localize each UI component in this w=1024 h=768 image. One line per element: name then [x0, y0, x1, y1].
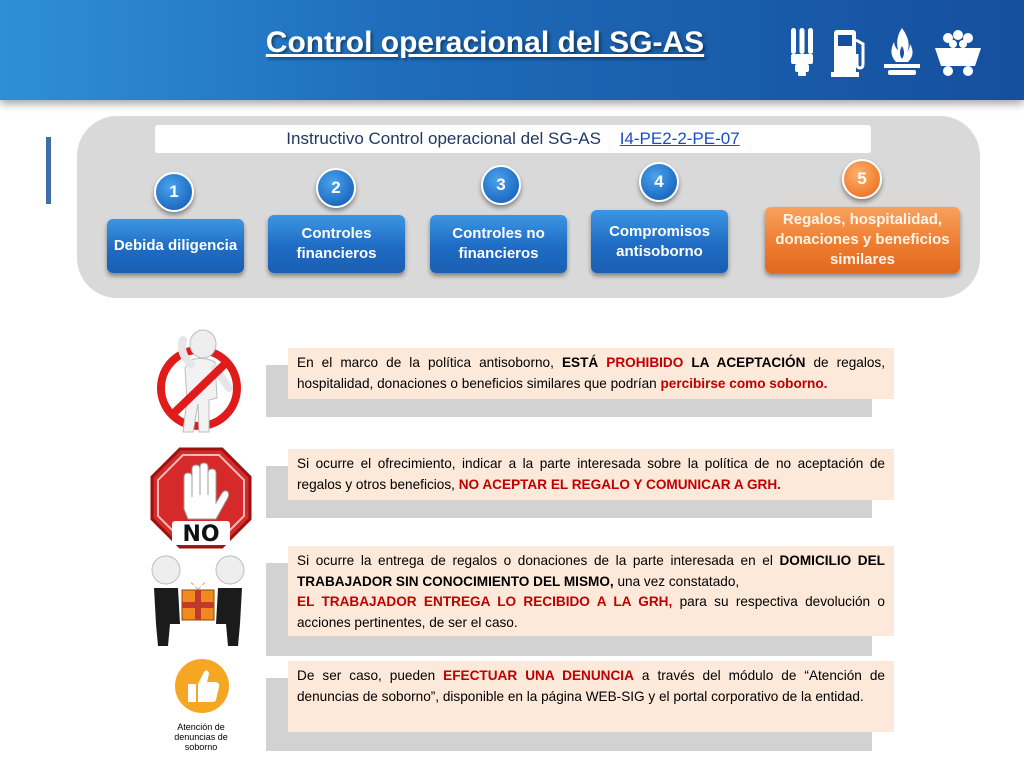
step-regalos-hospitalidad[interactable]: Regalos, hospitalidad, donaciones y beneficios similares [765, 207, 960, 273]
step-controles-financieros[interactable]: Controles financieros [268, 215, 405, 273]
info-text-red: EFECTUAR UNA DENUNCIA [443, 668, 634, 683]
info-text: de regalos, hospitalidad, donaciones o beneficios similares que podrían [297, 355, 885, 391]
step-number-5: 5 [842, 159, 882, 199]
instructivo-code-link[interactable]: I4-PE2-2-PE-07 [619, 129, 740, 148]
header-bar [0, 0, 1024, 100]
step-number-2: 2 [316, 168, 356, 208]
info-box-offer [288, 449, 894, 500]
info-text: Si ocurre el ofrecimiento, indicar a la parte interesada sobre la política de no aceptación de regalos y otros beneficios, [297, 456, 885, 492]
info-text-bold: DOMICILIO DEL TRABAJADOR SIN CONOCIMIENTO DEL MISMO, [297, 553, 885, 589]
step-number-4: 4 [639, 162, 679, 202]
instructivo-label: Instructivo Control operacional del SG-AS [286, 129, 601, 148]
info-text: para su respectiva devolución o acciones pertinentes, de ser el caso. [297, 594, 885, 630]
step-controles-no-financieros[interactable]: Controles no financieros [430, 215, 567, 273]
left-accent-bar [46, 137, 51, 204]
info-box-delivery [288, 546, 894, 636]
info-text-bold: LA ACEPTACIÓN [683, 355, 806, 370]
info-text-red: NO ACEPTAR EL REGALO Y COMUNICAR A GRH. [458, 476, 781, 492]
prohibited-person-icon [155, 328, 250, 443]
gas-flame-icon [882, 26, 922, 78]
info-text-red: PROHIBIDO [606, 355, 684, 370]
info-text: Si ocurre la entrega de regalos o donaciones de la parte interesada en el [297, 553, 780, 568]
info-text: una vez constatado, [613, 573, 740, 589]
step-number-3: 3 [481, 165, 521, 205]
info-text: a través del módulo de “Atención de denuncias de soborno”, disponible en la página WEB-SIG y el portal corporativo de la entidad. [297, 668, 885, 704]
gift-handover-icon [146, 554, 250, 655]
step-number-1: 1 [154, 172, 194, 212]
fuel-pump-icon [830, 26, 870, 78]
stop-hand-no-icon [150, 447, 252, 554]
info-text-bold: ESTÁ [561, 355, 607, 370]
header-icons [786, 26, 982, 78]
page-title: Control operacional del SG-AS [265, 26, 705, 59]
info-box-complaint [288, 661, 894, 732]
stop-sign-text: NO [182, 522, 220, 547]
thumbs-up-icon [174, 658, 230, 719]
denuncia-caption: Atención de denuncias de soborno [174, 722, 228, 752]
step-debida-diligencia[interactable]: Debida diligencia [107, 219, 244, 273]
bulb-icon [786, 26, 818, 78]
info-text-red: percibirse como soborno. [660, 375, 828, 391]
info-text: En el marco de la política antisoborno, [297, 355, 562, 370]
instructivo-bar [155, 125, 871, 153]
info-text-red: EL TRABAJADOR ENTREGA LO RECIBIDO A LA GRH, [297, 594, 673, 609]
step-compromisos-antisoborno[interactable]: Compromisos antisoborno [591, 210, 728, 273]
mining-cart-icon [934, 26, 982, 78]
info-box-prohibition [288, 348, 894, 399]
info-text: De ser caso, pueden [297, 668, 444, 683]
